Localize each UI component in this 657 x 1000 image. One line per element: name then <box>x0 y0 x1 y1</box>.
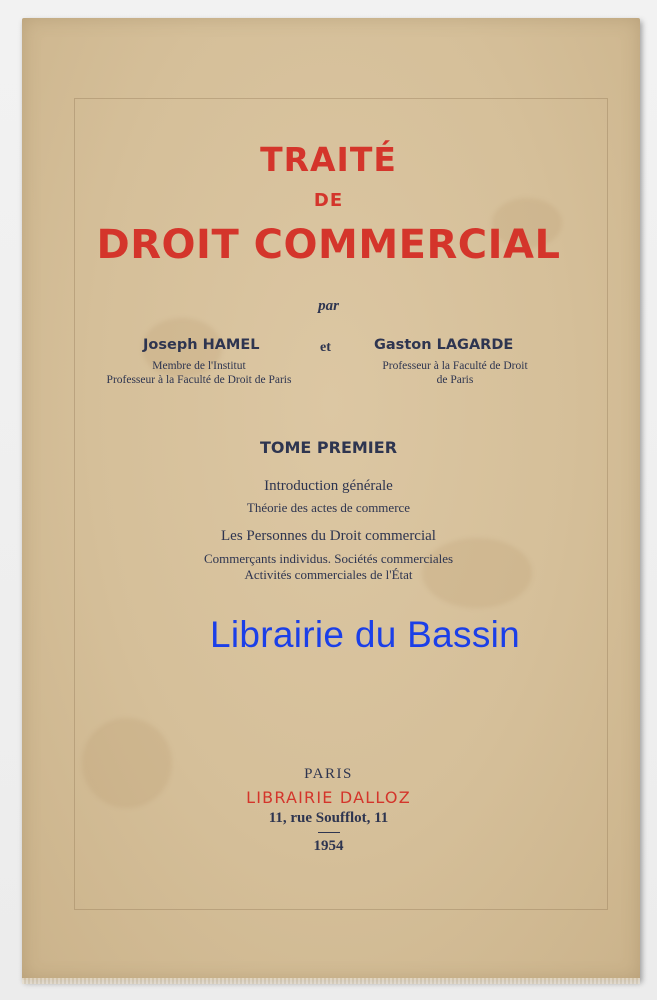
contents-item: Commerçants individus. Sociétés commerciales <box>203 551 454 566</box>
conjunction-et: et <box>320 340 331 355</box>
contents-item: Théorie des actes de commerce <box>246 500 411 515</box>
contents-item: Introduction générale <box>264 478 393 494</box>
author1-affiliation-line2: Professeur à la Faculté de Droit de Paris <box>106 374 292 386</box>
publication-year: 1954 <box>313 838 344 854</box>
publisher-name: LIBRAIRIE DALLOZ <box>246 788 411 807</box>
volume-label: TOME PREMIER <box>259 438 398 457</box>
author1-affiliation <box>80 359 318 387</box>
author2-name: Gaston LAGARDE <box>374 337 514 353</box>
author2-affiliation <box>362 359 548 387</box>
title-droit-commercial: DROIT COMMERCIAL <box>96 222 561 268</box>
author1-name: Joseph HAMEL <box>143 337 260 353</box>
author2-affiliation-line1: Professeur à la Faculté de Droit <box>382 360 528 372</box>
watermark-text: Librairie du Bassin <box>209 614 521 655</box>
author1-affiliation-line1: Membre de l'Institut <box>152 360 246 372</box>
publisher-city: PARIS <box>304 766 353 782</box>
author2-affiliation-line2: de Paris <box>436 374 474 386</box>
publisher-address: 11, rue Soufflot, 11 <box>268 810 389 826</box>
contents-item: Activités commerciales de l'État <box>244 567 413 582</box>
title-de: DE <box>313 190 344 211</box>
title-traite: TRAITÉ <box>260 140 397 179</box>
contents-item: Les Personnes du Droit commercial <box>221 528 436 544</box>
by-label: par <box>318 298 339 314</box>
divider-rule <box>318 832 340 833</box>
